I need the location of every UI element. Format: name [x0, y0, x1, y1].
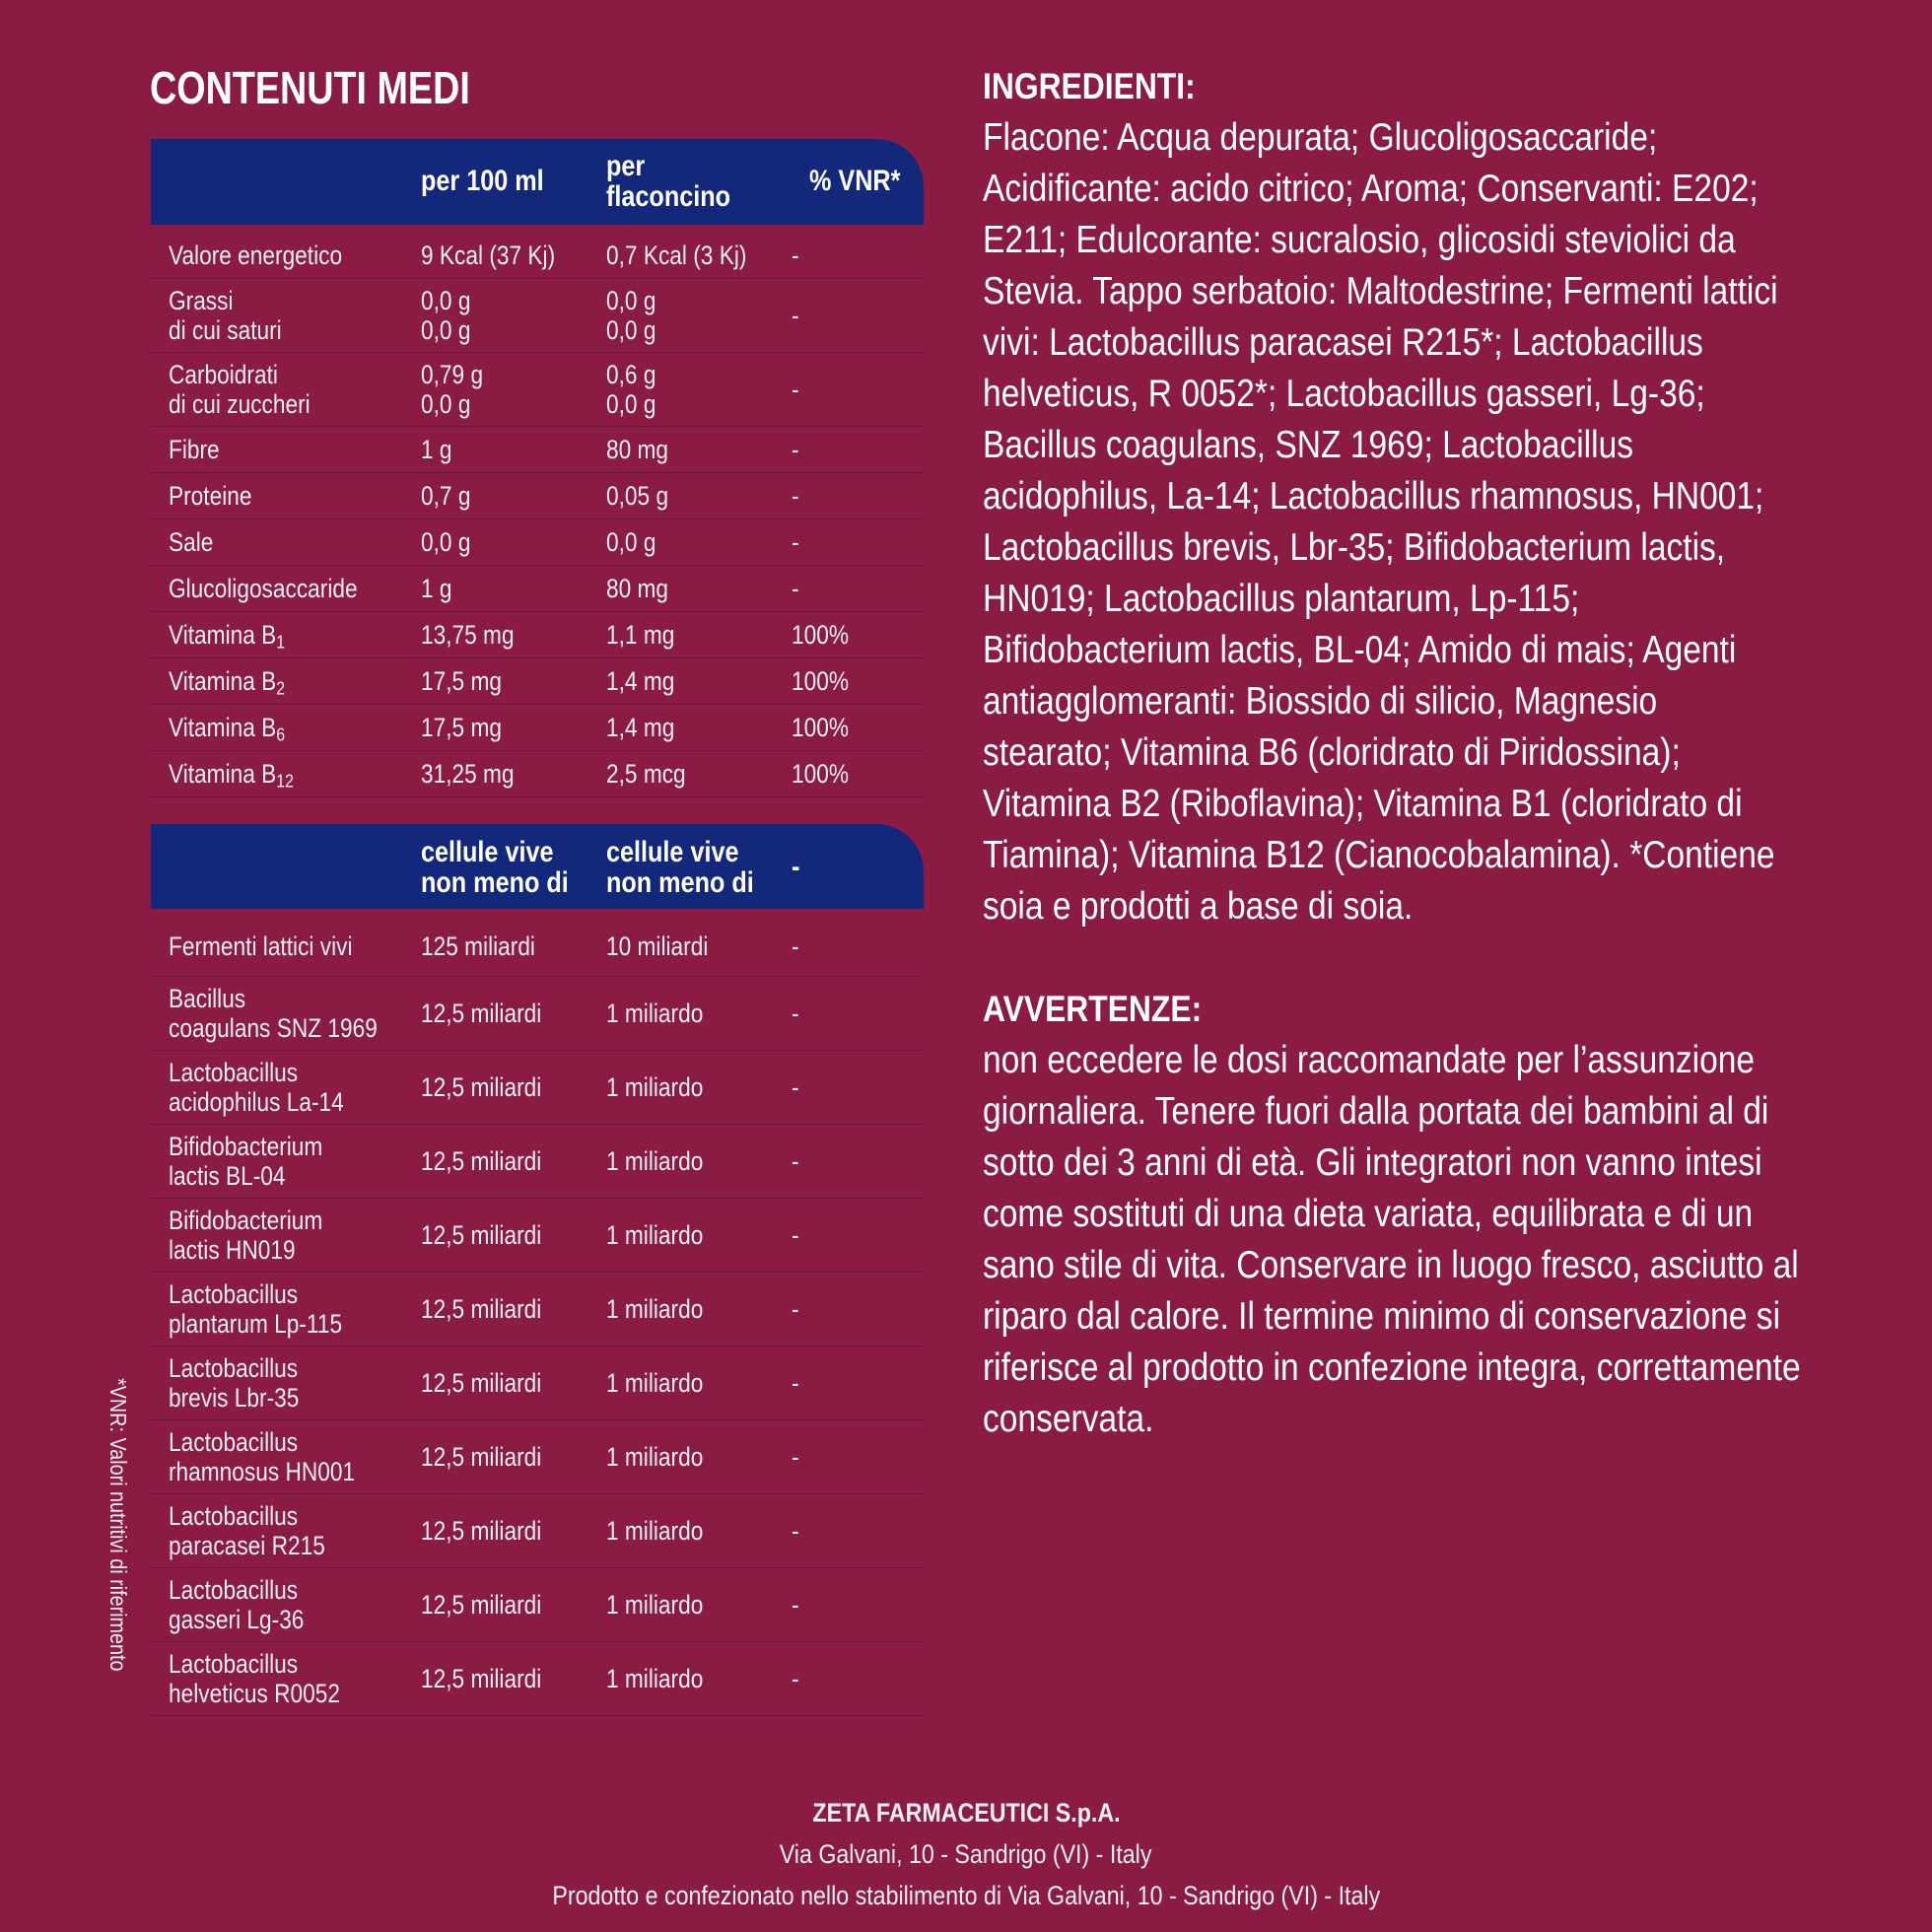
text-line: conservata.	[983, 1398, 1154, 1440]
row-value-2	[606, 612, 688, 657]
row-vnr	[792, 1420, 800, 1493]
row-value-2-text: 1 miliardo	[606, 1072, 704, 1102]
row-name-sub: brevis Lbr-35	[169, 1383, 300, 1413]
header-vnr: % VNR*	[809, 165, 901, 197]
row-vnr-text: -	[792, 1590, 799, 1620]
row-value-1-text: 12,5 miliardi	[421, 1072, 542, 1102]
row-name-main: Sale	[169, 527, 214, 557]
row-value-1-text: 12,5 miliardi	[421, 1442, 542, 1472]
row-value-2	[606, 658, 688, 704]
ingredients-panel	[983, 61, 1880, 1445]
row-name-text	[169, 1206, 322, 1235]
table-row	[151, 427, 924, 473]
row-value-1	[421, 353, 495, 426]
row-name	[169, 1420, 390, 1493]
row-value-1	[421, 233, 581, 278]
row-name	[169, 1273, 376, 1346]
row-value-1	[421, 427, 458, 472]
table-row	[151, 705, 924, 751]
row-name-main: Lactobacillus	[169, 1575, 299, 1605]
row-value-1	[421, 612, 532, 657]
row-value-1-text: 0,0 g	[421, 286, 471, 315]
row-name-subscript: 6	[276, 724, 286, 746]
row-name	[169, 279, 304, 352]
footer	[0, 1792, 1932, 1916]
row-name-sub: helveticus R0052	[169, 1679, 340, 1708]
row-name	[169, 612, 308, 657]
row-vnr-text: -	[792, 1146, 799, 1176]
row-name	[169, 705, 308, 750]
row-value-2-text: 0,6 g	[606, 360, 656, 389]
vnr-footnote: *VNR: Valori nutritivi di riferimento	[105, 1378, 131, 1672]
row-name-main: Vitamina B	[169, 759, 277, 789]
row-name-text	[169, 241, 342, 270]
text-line: vivi: Lactobacillus paracasei R215*; Lactobacillus	[983, 321, 1703, 364]
row-name	[169, 917, 387, 976]
row-name	[169, 1125, 352, 1198]
row-vnr	[792, 279, 800, 352]
ferments-table	[151, 917, 924, 1716]
row-value-1-text: 12,5 miliardi	[421, 1516, 542, 1546]
row-value-1-text: 1 g	[421, 574, 452, 603]
row-value-1	[421, 1125, 565, 1198]
row-vnr	[792, 751, 860, 796]
row-vnr	[792, 353, 800, 426]
row-value-2	[606, 519, 665, 565]
row-value-2	[606, 1346, 722, 1419]
row-value-2	[606, 1642, 722, 1715]
row-value-1	[421, 1420, 565, 1493]
row-value-1-text: 13,75 mg	[421, 620, 515, 650]
row-value-2-sub: 0,0 g	[606, 315, 656, 345]
row-name-sub: paracasei R215	[169, 1531, 325, 1560]
row-vnr-text: -	[792, 1294, 799, 1324]
row-vnr-text: 100%	[792, 666, 850, 696]
row-name-main: Carboidrati	[169, 360, 278, 389]
row-name-main: Lactobacillus	[169, 1649, 299, 1679]
row-vnr-text: -	[792, 574, 799, 603]
row-value-2	[606, 705, 688, 750]
row-value-1	[421, 1051, 565, 1124]
row-name-main: Proteine	[169, 481, 252, 511]
row-name-sub: coagulans SNZ 1969	[169, 1013, 378, 1043]
row-value-2-text: 1 miliardo	[606, 999, 704, 1028]
ferments-table-header	[151, 824, 924, 909]
row-name-text	[169, 481, 251, 511]
row-vnr	[792, 1273, 800, 1346]
row-name-text	[169, 1575, 304, 1605]
row-vnr-text: -	[792, 1072, 799, 1102]
row-name-text	[169, 666, 286, 700]
table-row	[151, 612, 924, 658]
row-value-1-text: 12,5 miliardi	[421, 1664, 542, 1693]
row-name-text	[169, 713, 286, 746]
row-value-2	[606, 1568, 722, 1641]
row-value-1-text: 12,5 miliardi	[421, 999, 542, 1028]
table-row	[151, 519, 924, 566]
row-value-2	[606, 353, 665, 426]
row-vnr-text: -	[792, 1516, 799, 1546]
row-name-sub: di cui zuccheri	[169, 389, 310, 419]
row-name-main: Grassi	[169, 286, 234, 315]
row-value-1-sub: 0,0 g	[421, 389, 471, 419]
row-value-1-text: 17,5 mg	[421, 666, 502, 696]
row-value-2	[606, 233, 774, 278]
row-vnr	[792, 519, 800, 565]
text-line: antiagglomeranti: Biossido di silicio, Magnesio	[983, 680, 1658, 723]
text-line: Bifidobacterium lactis, BL-04; Amido di mais; Agenti	[983, 629, 1737, 671]
row-name-sub: plantarum Lp-115	[169, 1309, 343, 1339]
row-value-2-text: 80 mg	[606, 435, 669, 464]
row-value-1	[421, 1199, 565, 1272]
row-value-2-text: 0,7 Kcal (3 Kj)	[606, 241, 747, 270]
table-row	[151, 353, 924, 427]
table-row	[151, 1494, 924, 1568]
row-value-1-text: 9 Kcal (37 Kj)	[421, 241, 556, 270]
row-name-text	[169, 360, 310, 389]
row-name-text	[169, 286, 282, 315]
row-name-sub: lactis HN019	[169, 1235, 296, 1265]
text-line: Vitamina B2 (Riboflavina); Vitamina B1 (cloridrato di	[983, 783, 1743, 825]
row-vnr	[792, 427, 800, 472]
row-value-1	[421, 473, 480, 518]
row-value-2-text: 1 miliardo	[606, 1442, 704, 1472]
row-name-text	[169, 527, 213, 557]
row-vnr	[792, 1568, 800, 1641]
row-name-subscript: 12	[276, 771, 294, 793]
nutrition-table	[151, 233, 924, 797]
text-line: Tiamina); Vitamina B12 (Cianocobalamina). *Contiene	[983, 834, 1775, 876]
row-vnr-text: -	[792, 1664, 799, 1693]
row-vnr	[792, 705, 860, 750]
row-value-2-text: 10 miliardi	[606, 932, 709, 961]
row-value-1	[421, 1494, 565, 1567]
header-dash: -	[792, 851, 800, 883]
row-name-sub: lactis BL-04	[169, 1161, 286, 1191]
row-value-1-text: 12,5 miliardi	[421, 1146, 542, 1176]
row-vnr	[792, 1051, 800, 1124]
row-value-1-text: 12,5 miliardi	[421, 1220, 542, 1250]
row-name	[169, 658, 308, 704]
row-name	[169, 427, 230, 472]
row-name-main: Glucoligosaccaride	[169, 574, 358, 603]
text-line: come sostituti di una dieta variata, equilibrata e di un	[983, 1193, 1754, 1235]
row-name-main: Lactobacillus	[169, 1427, 299, 1457]
row-value-2	[606, 977, 722, 1050]
row-name-main: Lactobacillus	[169, 1501, 299, 1531]
row-value-1	[421, 519, 480, 565]
row-name-text	[169, 759, 294, 793]
row-vnr	[792, 1494, 800, 1567]
company-name: ZETA FARMACEUTICI S.p.A.	[811, 1798, 1121, 1828]
row-name	[169, 1494, 355, 1567]
table-row	[151, 1199, 924, 1273]
row-name-text	[169, 435, 220, 464]
production-note: Prodotto e confezionato nello stabilimento di Via Galvani, 10 - Sandrigo (VI) - Italy	[552, 1881, 1380, 1910]
text-line: HN019; Lactobacillus plantarum, Lp-115;	[983, 578, 1580, 620]
row-vnr	[792, 566, 800, 611]
row-value-2-text: 1 miliardo	[606, 1146, 704, 1176]
row-name-main: Lactobacillus	[169, 1279, 299, 1309]
text-line: helveticus, R 0052*; Lactobacillus gasseri, Lg-36;	[983, 373, 1705, 415]
row-value-1	[421, 1346, 565, 1419]
row-name	[169, 353, 337, 426]
text-line: riferisce al prodotto in confezione integra, correttamente	[983, 1346, 1801, 1389]
text-line: riparo dal calore. Il termine minimo di conservazione si	[983, 1295, 1781, 1338]
row-value-1-text: 0,79 g	[421, 360, 484, 389]
row-name	[169, 751, 317, 796]
company-address: Via Galvani, 10 - Sandrigo (VI) - Italy	[780, 1839, 1152, 1869]
table-row	[151, 1568, 924, 1642]
row-value-2-text: 0,05 g	[606, 481, 669, 511]
row-value-1	[421, 1568, 565, 1641]
row-value-2-text: 1,1 mg	[606, 620, 675, 650]
row-value-2	[606, 427, 680, 472]
row-name-main: Lactobacillus	[169, 1353, 299, 1383]
table-row	[151, 1346, 924, 1420]
row-value-2-text: 1 miliardo	[606, 1516, 704, 1546]
row-name-text	[169, 1058, 344, 1087]
row-vnr-text: -	[792, 999, 799, 1028]
row-vnr-text: -	[792, 932, 799, 961]
row-value-1	[421, 1642, 565, 1715]
row-value-1	[421, 658, 518, 704]
row-name-main: Fibre	[169, 435, 220, 464]
row-name-sub: rhamnosus HN001	[169, 1457, 356, 1486]
table-row	[151, 1273, 924, 1346]
row-value-2-sub: 0,0 g	[606, 389, 656, 419]
text-line: sotto dei 3 anni di età. Gli integratori non vanno intesi	[983, 1141, 1762, 1184]
text-line: soia e prodotti a base di soia.	[983, 885, 1414, 928]
row-vnr-text: -	[792, 481, 799, 511]
table-row	[151, 977, 924, 1051]
row-value-2	[606, 1051, 722, 1124]
row-value-2-text: 1 miliardo	[606, 1294, 704, 1324]
row-value-2-text: 80 mg	[606, 574, 669, 603]
row-value-1-text: 0,0 g	[421, 527, 471, 557]
row-value-1	[421, 977, 565, 1050]
table-row	[151, 1125, 924, 1199]
row-value-2-text: 1,4 mg	[606, 666, 675, 696]
row-value-2-text: 0,0 g	[606, 527, 656, 557]
row-vnr-text: -	[792, 241, 799, 270]
row-value-2-text: 0,0 g	[606, 286, 656, 315]
row-value-1	[421, 279, 480, 352]
row-value-2	[606, 566, 680, 611]
row-value-2-text: 1 miliardo	[606, 1368, 704, 1398]
row-name	[169, 519, 222, 565]
row-name	[169, 1199, 352, 1272]
row-name-text	[169, 620, 286, 654]
row-name	[169, 1568, 330, 1641]
row-name-text	[169, 1279, 342, 1309]
ingredients-text	[983, 112, 1880, 932]
row-name-text	[169, 1501, 325, 1531]
row-value-2-text: 2,5 mcg	[606, 759, 686, 789]
row-vnr	[792, 977, 800, 1050]
row-name	[169, 473, 268, 518]
row-vnr-text: 100%	[792, 713, 850, 742]
table-row	[151, 233, 924, 279]
header-per-flaconcino: per flaconcino	[606, 150, 731, 213]
row-name	[169, 566, 393, 611]
row-vnr	[792, 612, 860, 657]
row-vnr	[792, 917, 800, 976]
table-row	[151, 658, 924, 705]
row-name	[169, 977, 417, 1050]
warnings-heading: AVVERTENZE:	[983, 989, 1203, 1029]
row-value-1-text: 12,5 miliardi	[421, 1590, 542, 1620]
text-line: Flacone: Acqua depurata; Glucoligosaccaride;	[983, 116, 1658, 159]
row-value-2	[606, 1125, 722, 1198]
text-line: stearato; Vitamina B6 (cloridrato di Piridossina);	[983, 731, 1681, 774]
row-value-2	[606, 751, 701, 796]
row-value-1	[421, 566, 458, 611]
text-line: sano stile di vita. Conservare in luogo fresco, asciutto al	[983, 1244, 1799, 1286]
row-name-main: Vitamina B	[169, 713, 277, 742]
row-vnr-text: 100%	[792, 620, 850, 650]
row-name	[169, 1051, 378, 1124]
row-value-1-text: 17,5 mg	[421, 713, 502, 742]
row-value-1-text: 0,7 g	[421, 481, 471, 511]
row-name-sub: gasseri Lg-36	[169, 1605, 305, 1634]
row-value-2-text: 1 miliardo	[606, 1664, 704, 1693]
row-name-main: Bifidobacterium	[169, 1206, 323, 1235]
warnings-text	[983, 1035, 1880, 1445]
row-vnr	[792, 1199, 800, 1272]
row-vnr	[792, 1125, 800, 1198]
row-name-sub: acidophilus La-14	[169, 1087, 344, 1117]
header-cellule-vive-1: cellule vive non meno di	[421, 836, 569, 899]
table-row	[151, 1420, 924, 1494]
row-value-1	[421, 1273, 565, 1346]
row-vnr-text: -	[792, 435, 799, 464]
text-line: E211; Edulcorante: sucralosio, glicosidi steviolici da	[983, 219, 1736, 261]
row-name-main: Bacillus	[169, 984, 246, 1013]
text-line: Bacillus coagulans, SNZ 1969; Lactobacillus	[983, 424, 1633, 466]
row-name-sub: di cui saturi	[169, 315, 282, 345]
row-value-1-text: 12,5 miliardi	[421, 1368, 542, 1398]
text-line: Stevia. Tappo serbatoio: Maltodestrine; Fermenti lattici	[983, 270, 1778, 312]
table-row	[151, 1051, 924, 1125]
row-value-2-text: 1 miliardo	[606, 1220, 704, 1250]
table-row	[151, 1642, 924, 1716]
row-value-2-text: 1 miliardo	[606, 1590, 704, 1620]
text-line: non eccedere le dosi raccomandate per l’assunzione	[983, 1039, 1756, 1081]
row-name-main: Vitamina B	[169, 620, 277, 650]
row-value-2	[606, 279, 665, 352]
row-name-subscript: 1	[276, 632, 286, 654]
row-value-1	[421, 751, 532, 796]
text-line: Acidificante: acido citrico; Aroma; Conservanti: E202;	[983, 168, 1759, 210]
row-name-main: Bifidobacterium	[169, 1132, 323, 1161]
page-title: CONTENUTI MEDI	[150, 62, 470, 113]
row-name-subscript: 2	[276, 678, 286, 700]
text-line: acidophilus, La-14; Lactobacillus rhamnosus, HN001;	[983, 475, 1764, 518]
row-name-text	[169, 1649, 340, 1679]
row-vnr-text: -	[792, 527, 799, 557]
row-name-text	[169, 1427, 355, 1457]
row-value-1-text: 125 miliardi	[421, 932, 535, 961]
row-value-2	[606, 1199, 722, 1272]
row-vnr	[792, 1346, 800, 1419]
row-vnr-text: 100%	[792, 759, 850, 789]
row-vnr	[792, 233, 800, 278]
row-value-1-text: 31,25 mg	[421, 759, 515, 789]
row-value-1-text: 1 g	[421, 435, 452, 464]
row-name-text	[169, 574, 358, 603]
row-value-2	[606, 917, 727, 976]
row-value-2	[606, 473, 680, 518]
table-row	[151, 566, 924, 612]
table-row	[151, 473, 924, 519]
row-vnr-text: -	[792, 301, 799, 330]
text-line: giornaliera. Tenere fuori dalla portata dei bambini al di	[983, 1090, 1769, 1133]
table-row	[151, 917, 924, 977]
row-name-main: Lactobacillus	[169, 1058, 299, 1087]
row-name-text	[169, 1353, 299, 1383]
row-value-1-text: 12,5 miliardi	[421, 1294, 542, 1324]
table-row	[151, 279, 924, 353]
row-value-2	[606, 1420, 722, 1493]
row-name-text	[169, 1132, 322, 1161]
row-name	[169, 233, 376, 278]
header-cellule-vive-2: cellule vive non meno di	[606, 836, 754, 899]
row-value-2-text: 1,4 mg	[606, 713, 675, 742]
header-per-100ml: per 100 ml	[421, 165, 544, 197]
row-vnr-text: -	[792, 1220, 799, 1250]
row-name-main: Fermenti lattici vivi	[169, 932, 353, 961]
row-value-1-sub: 0,0 g	[421, 315, 471, 345]
nutrition-table-header	[151, 139, 924, 225]
row-vnr-text: -	[792, 1442, 799, 1472]
row-vnr	[792, 1642, 800, 1715]
row-name-text	[169, 932, 353, 961]
row-value-1	[421, 917, 557, 976]
row-name-main: Vitamina B	[169, 666, 277, 696]
row-name-text	[169, 984, 378, 1013]
row-name-main: Valore energetico	[169, 241, 343, 270]
row-vnr-text: -	[792, 1368, 799, 1398]
table-row	[151, 751, 924, 797]
row-value-2	[606, 1494, 722, 1567]
row-name	[169, 1346, 324, 1419]
row-value-2	[606, 1273, 722, 1346]
row-vnr	[792, 473, 800, 518]
row-name	[169, 1642, 373, 1715]
row-vnr-text: -	[792, 375, 799, 404]
row-value-1	[421, 705, 518, 750]
row-vnr	[792, 658, 860, 704]
ingredients-heading: INGREDIENTI:	[983, 66, 1196, 106]
text-line: Lactobacillus brevis, Lbr-35; Bifidobacterium lactis,	[983, 526, 1726, 569]
